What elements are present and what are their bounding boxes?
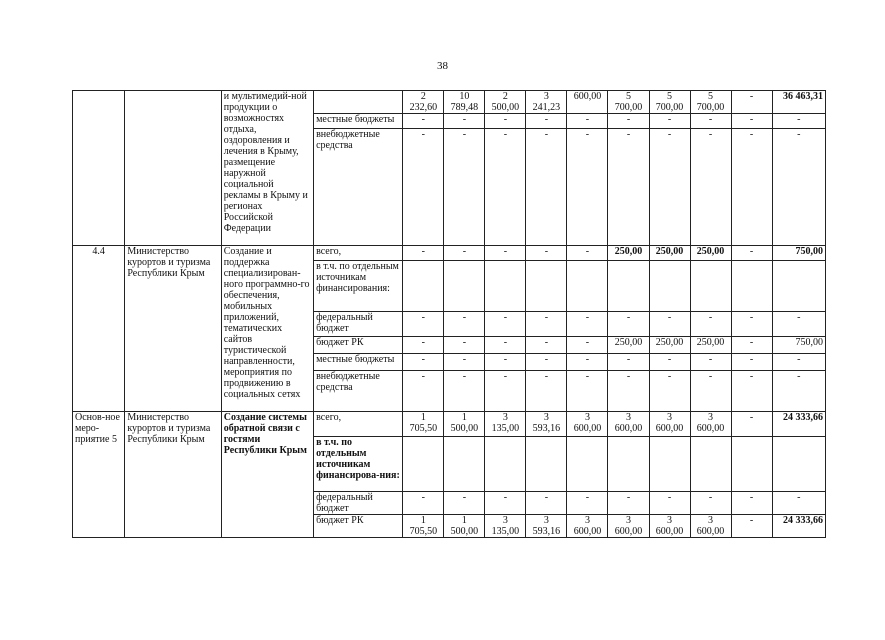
value-line-2: 241,23 [532, 102, 561, 113]
value-cell [567, 412, 608, 437]
value-line-1: - [626, 492, 631, 503]
value-line-2: 232,60 [409, 102, 438, 113]
executor-cell: Министерство курортов и туризма Республики Крым [125, 412, 221, 538]
value-cell: - [526, 337, 567, 354]
value-cell [608, 91, 649, 114]
value-cell: - [608, 371, 649, 412]
value-cell [731, 515, 772, 538]
value-cell [567, 492, 608, 515]
value-cell: - [731, 337, 772, 354]
value-cell [690, 515, 731, 538]
value-cell: - [485, 129, 526, 246]
value-line-2: 500,00 [450, 423, 479, 434]
value-line-2: 600,00 [573, 526, 602, 537]
value-line-1: 3 [667, 515, 673, 526]
value-line-1: 5 [708, 91, 714, 102]
value-cell: - [526, 129, 567, 246]
value-cell [690, 492, 731, 515]
value-cell [567, 515, 608, 538]
value-cell: 250,00 [690, 246, 731, 261]
value-cell [526, 492, 567, 515]
value-cell: - [567, 246, 608, 261]
value-cell [485, 91, 526, 114]
source-cell: бюджет РК [314, 337, 403, 354]
total-cell: - [772, 312, 825, 337]
value-cell: - [403, 337, 444, 354]
source-cell: всего, [314, 412, 403, 437]
value-cell: 250,00 [649, 337, 690, 354]
value-cell: - [485, 371, 526, 412]
value-cell: - [608, 312, 649, 337]
value-line-1: 1 [420, 515, 426, 526]
value-line-2: 705,50 [409, 423, 438, 434]
value-line-1: 1 [461, 412, 467, 423]
value-line-2: 600,00 [696, 526, 725, 537]
value-line-1: 10 [459, 91, 470, 102]
source-cell: федеральный бюджет [314, 312, 403, 337]
value-line-2: 593,16 [532, 423, 561, 434]
total-cell [772, 261, 825, 312]
value-line-2: 135,00 [491, 526, 520, 537]
description-cell: Создание системы обратной связи с гостями Республики Крым [221, 412, 313, 538]
value-cell [403, 437, 444, 492]
value-cell: - [567, 371, 608, 412]
value-line-1: 5 [625, 91, 631, 102]
value-line-2: 135,00 [491, 423, 520, 434]
value-cell: - [526, 114, 567, 129]
value-cell: - [526, 354, 567, 371]
value-line-1: 3 [502, 515, 508, 526]
value-cell [608, 261, 649, 312]
value-cell: - [731, 246, 772, 261]
value-line-2: 700,00 [696, 102, 725, 113]
value-line-1: - [749, 91, 754, 102]
value-cell [731, 261, 772, 312]
value-line-2: 593,16 [532, 526, 561, 537]
table-row [73, 246, 826, 261]
value-cell [649, 437, 690, 492]
number-cell [73, 91, 125, 246]
total-cell [772, 437, 825, 492]
description-cell: и мультимедий-ной продукции о возможностях отдыха, оздоровления и лечения в Крыму, размещение наружной социальной рекламы в Крыму и регионах Российской Федерации [221, 91, 313, 246]
number-cell: Основ-ное меро-приятие 5 [73, 412, 125, 538]
value-cell [403, 492, 444, 515]
value-cell: - [444, 114, 485, 129]
value-cell [649, 492, 690, 515]
value-line-1: - [462, 492, 467, 503]
value-cell: - [608, 354, 649, 371]
value-line-1: - [708, 492, 713, 503]
value-cell: - [485, 312, 526, 337]
total-cell: - [772, 371, 825, 412]
value-cell: - [444, 312, 485, 337]
value-cell: - [526, 246, 567, 261]
total-cell: - [772, 354, 825, 371]
value-cell: - [444, 337, 485, 354]
value-cell: - [403, 114, 444, 129]
value-cell: - [731, 312, 772, 337]
value-cell [444, 492, 485, 515]
page-number: 38 [437, 60, 448, 72]
value-cell: - [526, 312, 567, 337]
value-line-2: 600,00 [655, 526, 684, 537]
value-cell [403, 261, 444, 312]
value-line-1: 3 [584, 515, 590, 526]
value-cell: - [567, 114, 608, 129]
value-cell: 250,00 [608, 246, 649, 261]
value-cell: - [403, 129, 444, 246]
value-cell [444, 261, 485, 312]
number-cell: 4.4 [73, 246, 125, 412]
value-cell: 250,00 [608, 337, 649, 354]
value-cell: - [567, 312, 608, 337]
value-cell [526, 412, 567, 437]
value-cell [567, 91, 608, 114]
value-cell [567, 261, 608, 312]
value-line-2: 600,00 [696, 423, 725, 434]
source-cell: внебюджетные средства [314, 371, 403, 412]
total-cell: 24 333,66 [772, 515, 825, 538]
value-line-1: 3 [625, 412, 631, 423]
value-cell [485, 492, 526, 515]
value-line-1: 3 [543, 91, 549, 102]
table-row [73, 412, 826, 437]
value-cell: - [649, 114, 690, 129]
value-line-2: 600,00 [614, 526, 643, 537]
source-cell [314, 91, 403, 114]
value-line-1: 3 [584, 412, 590, 423]
value-cell: - [608, 114, 649, 129]
source-cell: внебюджетные средства [314, 129, 403, 246]
executor-cell: Министерство курортов и туризма Республики Крым [125, 246, 221, 412]
value-cell: - [690, 371, 731, 412]
value-cell: - [731, 114, 772, 129]
value-line-2: 600,00 [614, 423, 643, 434]
value-line-1: 3 [667, 412, 673, 423]
value-line-1: - [503, 492, 508, 503]
value-line-2: 600,00 [655, 423, 684, 434]
value-line-1: 3 [708, 412, 714, 423]
value-cell [526, 91, 567, 114]
value-line-1: 3 [543, 412, 549, 423]
source-cell: всего, [314, 246, 403, 261]
value-line-2: 789,48 [450, 102, 479, 113]
value-cell [403, 515, 444, 538]
value-cell: 250,00 [690, 337, 731, 354]
value-cell [731, 412, 772, 437]
value-cell: 250,00 [649, 246, 690, 261]
value-cell [526, 261, 567, 312]
value-line-1: - [544, 492, 549, 503]
value-line-1: - [667, 492, 672, 503]
value-cell [690, 437, 731, 492]
value-cell [567, 437, 608, 492]
value-cell [649, 91, 690, 114]
value-cell: - [567, 337, 608, 354]
source-cell: местные бюджеты [314, 354, 403, 371]
value-cell: - [403, 246, 444, 261]
value-cell [690, 261, 731, 312]
value-cell [444, 91, 485, 114]
value-cell: - [444, 371, 485, 412]
value-cell: - [526, 371, 567, 412]
value-cell [444, 515, 485, 538]
value-line-1: 1 [420, 412, 426, 423]
value-cell [444, 412, 485, 437]
source-cell: в т.ч. по отдельным источникам финансирования: [314, 261, 403, 312]
total-cell: - [772, 114, 825, 129]
value-cell: - [731, 371, 772, 412]
value-cell [690, 412, 731, 437]
value-cell [649, 261, 690, 312]
executor-cell [125, 91, 221, 246]
value-cell [731, 492, 772, 515]
value-cell [485, 261, 526, 312]
total-cell: - [772, 129, 825, 246]
description-cell: Создание и поддержка специализирован-ного программно-го обеспечения, мобильных приложений, тематических сайтов туристической направленности, мероприятия по продвижению в социальных сетях [221, 246, 313, 412]
value-cell: - [485, 337, 526, 354]
value-cell [690, 91, 731, 114]
value-cell: - [567, 129, 608, 246]
value-line-1: 3 [502, 412, 508, 423]
value-line-1: 2 [502, 91, 508, 102]
source-cell: бюджет РК [314, 515, 403, 538]
value-cell: - [485, 246, 526, 261]
value-cell [608, 515, 649, 538]
value-line-1: 2 [420, 91, 426, 102]
value-line-2: 700,00 [614, 102, 643, 113]
value-line-2: 600,00 [573, 423, 602, 434]
value-cell: - [485, 114, 526, 129]
value-cell [526, 515, 567, 538]
total-cell: 24 333,66 [772, 412, 825, 437]
value-line-2: 500,00 [491, 102, 520, 113]
value-cell: - [444, 129, 485, 246]
value-cell: - [731, 354, 772, 371]
value-cell [403, 412, 444, 437]
value-cell [403, 91, 444, 114]
value-cell: - [444, 246, 485, 261]
value-cell: - [649, 129, 690, 246]
value-cell: - [403, 312, 444, 337]
value-line-1: 5 [667, 91, 673, 102]
value-line-1: 1 [461, 515, 467, 526]
value-cell [485, 412, 526, 437]
value-cell: - [649, 354, 690, 371]
value-cell [649, 515, 690, 538]
value-cell: - [403, 371, 444, 412]
value-line-2: 700,00 [655, 102, 684, 113]
value-line-2: 705,50 [409, 526, 438, 537]
value-cell: - [690, 312, 731, 337]
value-cell: - [649, 371, 690, 412]
value-cell [608, 437, 649, 492]
table-row [73, 91, 826, 114]
value-cell: - [690, 354, 731, 371]
value-cell: - [608, 129, 649, 246]
value-cell [649, 412, 690, 437]
value-cell [608, 412, 649, 437]
value-cell [485, 437, 526, 492]
value-line-1: - [749, 492, 754, 503]
value-line-1: 3 [625, 515, 631, 526]
source-cell: в т.ч. по отдельным источникам финансирова-ния: [314, 437, 403, 492]
value-cell [731, 91, 772, 114]
budget-table [72, 90, 826, 538]
total-cell: - [772, 492, 825, 515]
value-cell: - [567, 354, 608, 371]
value-line-2: 500,00 [450, 526, 479, 537]
value-line-1: - [585, 492, 590, 503]
value-cell [608, 492, 649, 515]
value-cell: - [485, 354, 526, 371]
source-cell: федеральный бюджет [314, 492, 403, 515]
source-cell: местные бюджеты [314, 114, 403, 129]
total-cell: 750,00 [772, 246, 825, 261]
value-cell: - [444, 354, 485, 371]
value-cell: - [690, 114, 731, 129]
value-cell [526, 437, 567, 492]
value-line-2: 600,00 [573, 91, 602, 102]
value-cell: - [690, 129, 731, 246]
value-cell [444, 437, 485, 492]
value-cell [485, 515, 526, 538]
value-line-1: 3 [708, 515, 714, 526]
value-cell [731, 437, 772, 492]
value-cell: - [731, 129, 772, 246]
value-line-1: - [749, 515, 754, 526]
value-cell: - [649, 312, 690, 337]
value-line-1: - [749, 412, 754, 423]
value-line-1: - [421, 492, 425, 503]
value-cell: - [403, 354, 444, 371]
total-cell: 750,00 [772, 337, 825, 354]
total-cell: 36 463,31 [772, 91, 825, 114]
value-line-1: 3 [543, 515, 549, 526]
